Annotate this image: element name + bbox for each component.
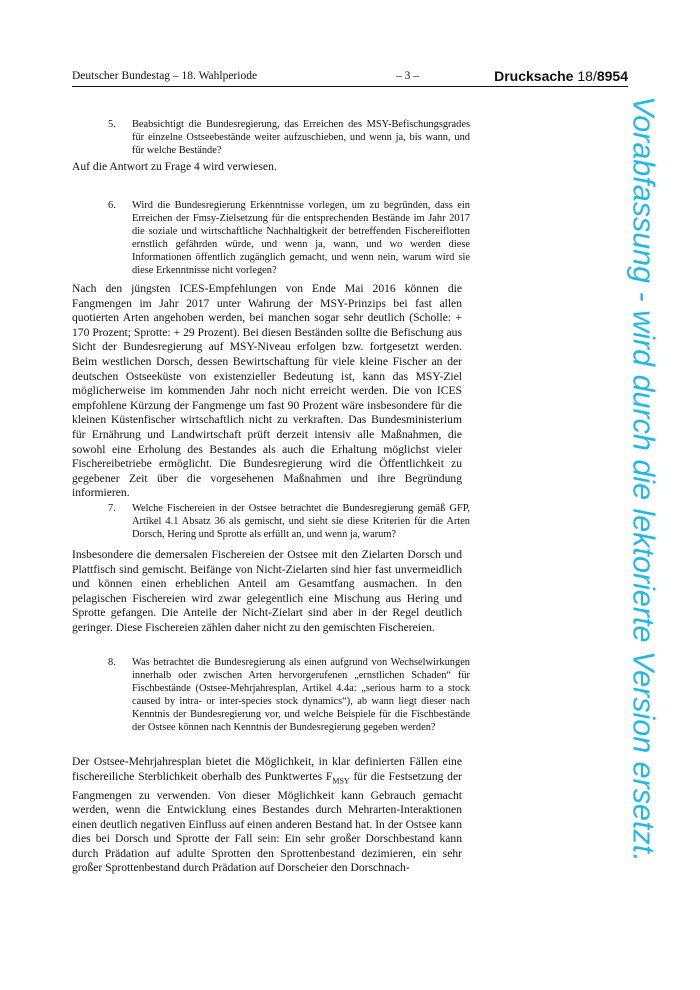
header-publication: Deutscher Bundestag – 18. Wahlperiode (72, 70, 258, 82)
question-number: 5. (108, 119, 116, 130)
question-number: 8. (108, 657, 116, 668)
header-drucksache (494, 68, 628, 84)
header-page-number: – 3 – (396, 70, 419, 82)
answer-6 (72, 282, 462, 501)
draft-watermark-text: Vorabfassung - wird durch die lektorierte Version ersetzt. (626, 96, 661, 862)
answer-8 (72, 755, 462, 876)
question-text: Was betrachtet die Bundesregierung als einen aufgrund von Wechselwirkungen innerhalb oder zwischen Arten hervorgerufenen „ernstlichen Schaden“ für Fischbestände (Ostsee-Mehrjahresplan, Artikel 4.4a: „serious harm to a stock caused by intra- or inter-species stock dynamics“), ab wann liegt dieser nach Kenntnis der Bundesregierung vor, und welche Beispiele für die Fischbestände der Ostsee können nach Kenntnis der Bundesregierung gegeben werden? (132, 657, 470, 733)
answer-text: Auf die Antwort zu Frage 4 wird verwiesen. (72, 160, 277, 173)
draft-watermark (608, 96, 678, 966)
header-rule (72, 86, 628, 87)
fmsy-subscript: MSY (332, 775, 350, 785)
question-number: 6. (108, 200, 116, 211)
header-drucksache-number: 8954 (596, 68, 628, 84)
answer-7 (72, 548, 462, 636)
page-header (72, 70, 628, 86)
question-text: Beabsichtigt die Bundesregierung, das Erreichen des MSY-Befischungsgrades für einzelne Ostseebestände weiter aufzuschieben, und wenn ja, bis wann, und für welche Bestände? (132, 119, 470, 156)
question-text: Welche Fischereien in der Ostsee betrachtet die Bundesregierung gemäß GFP, Artikel 4.1 Absatz 36 als gemischt, und sieht sie diese Kriterien für die Arten Dorsch, Hering und Sprotte als erfüllt an, und wenn ja, warum? (132, 503, 470, 540)
answer-text-part: für die Festsetzung der Fangmengen zu verwenden. Von dieser Möglichkeit kann Gebrauch gemacht werden, wenn die Entwicklung eines Bestandes durch Mehrarten-Interaktionen einen deutlich negativen Einfluss auf einen anderen Bestand hat. In der Ostsee kann dies bei Dorsch und Sprotte der Fall sein: Ein sehr großer Dorschbestand kann durch Prädation auf adulte Sprotten den Sprottenbestand dezimieren, ein sehr großer Sprottenbestand durch Prädation auf Dorscheier den Dorschnach- (72, 769, 462, 875)
question-8 (108, 656, 470, 734)
answer-text: Insbesondere die demersalen Fischereien der Ostsee mit den Zielarten Dorsch und Plattfisch sind gemischt. Beifänge von Nicht-Zielarten sind hier fast unvermeidlich und können einen erheblichen Anteil am Gesamtfang ausmachen. In den pelagischen Fischereien wird zwar gelegentlich eine Mischung aus Hering und Sprotte gefangen. Die Anteile der Nicht-Zielart sind aber in der Regel deutlich geringer. Diese Fischereien zählen daher nicht zu den gemischten Fischereien. (72, 548, 462, 634)
answer-5 (72, 160, 462, 175)
answer-text: Nach den jüngsten ICES-Empfehlungen von Ende Mai 2016 können die Fangmengen im Jahr 2017 unter Wahrung der MSY-Prinzips bei fast allen quotierten Arten angehoben werden, bei manchen sogar sehr deutlich (Scholle: + 170 Prozent; Sprotte: + 29 Prozent). Bei diesen Beständen sollte die Befischung aus Sicht der Bundesregierung auf MSY-Niveau erfolgen bzw. fortgesetzt werden. Beim westlichen Dorsch, dessen Bewirtschaftung für viele kleine Fischer an der deutschen Ostseeküste von existenzieller Bedeutung ist, kann das MSY-Ziel möglicherweise im kommenden Jahr noch nicht erreicht werden. Die von ICES empfohlene Kürzung der Fangmenge um fast 90 Prozent wäre insbesondere für die kleinen Küstenfischer wirtschaftlich nicht zu verkraften. Das Bundesministerium für Ernährung und Landwirtschaft prüft derzeit intensiv alle Maßnahmen, die sowohl eine Erholung des Bestandes als auch die Erhaltung möglichst vieler Fischereibetriebe ermöglicht. Die Bundesregierung wird die Öffentlichkeit zu gegebener Zeit über die vorgesehenen Maßnahmen und ihre Begründung informieren. (72, 282, 462, 500)
answer-text-part: Der Ostsee-Mehrjahresplan bietet die Möglichkeit, in klar definierten Fällen eine fischereiliche Sterblichkeit oberhalb des Punktwertes F (72, 755, 462, 783)
question-7 (108, 502, 470, 541)
question-text: Wird die Bundesregierung Erkenntnisse vorlegen, um zu begründen, dass ein Erreichen der Fmsy-Zielsetzung für die entsprechenden Bestände im Jahr 2017 die soziale und wirtschaftliche Nachhaltigkeit der betreffenden Fischereiflotten ernstlich gefährden würde, und wenn ja, wann, und wo werden diese Informationen öffentlich zugänglich gemacht, und wenn nein, warum wird sie diese Erkenntnisse nicht vorlegen? (132, 200, 470, 276)
answer-text (72, 755, 462, 876)
question-number: 7. (108, 503, 116, 514)
header-drucksache-prefix: 18/ (577, 68, 597, 84)
question-6 (108, 199, 470, 277)
question-5 (108, 118, 470, 157)
header-drucksache-label: Drucksache (494, 68, 574, 84)
